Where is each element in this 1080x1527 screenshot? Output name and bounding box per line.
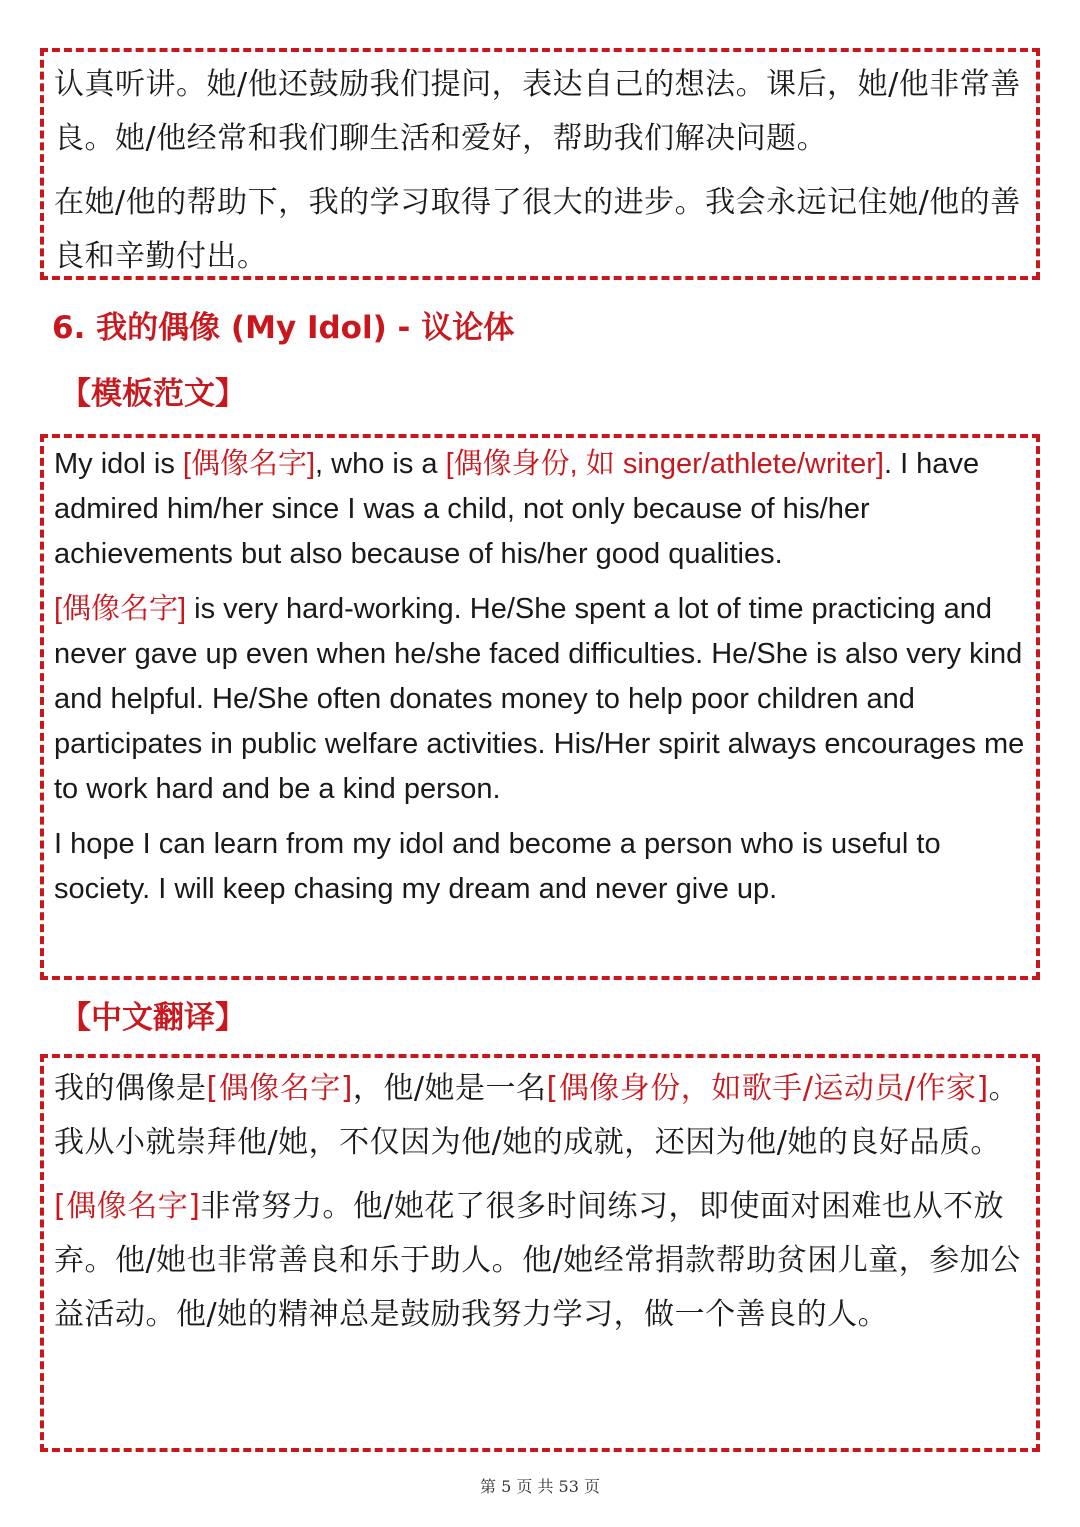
paragraph (54, 1180, 1028, 1342)
placeholder-idol-name: [偶像名字] (54, 1189, 201, 1224)
essay-box-previous (40, 48, 1040, 280)
placeholder-idol-name: [偶像名字] (54, 593, 187, 625)
page-footer: 第 5 页 共 53 页 (480, 1477, 600, 1496)
text: 非常努力。他/她花了很多时间练习，即使面对困难也从不放弃。他/她也非常善良和乐于助人。他/她经常捐款帮助贫困儿童，参加公益活动。他/她的精神总是鼓励我努力学习，做一个善良的人。 (54, 1189, 1021, 1332)
paragraph: I hope I can learn from my idol and become a person who is useful to society. I will keep chasing my dream and never give up. (54, 828, 941, 905)
paragraph: 在她/他的帮助下，我的学习取得了很大的进步。我会永远记住她/他的善良和辛勤付出。 (54, 185, 1021, 274)
paragraph: 认真听讲。她/他还鼓励我们提问，表达自己的想法。课后，她/他非常善良。她/他经常和我们聊生活和爱好，帮助我们解决问题。 (54, 67, 1021, 156)
text: ，他/她是一名 (352, 1071, 547, 1106)
template-label: 【模板范文】 (60, 376, 246, 412)
paragraph (54, 1062, 1028, 1170)
text: My idol is (54, 448, 183, 480)
translation-label: 【中文翻译】 (60, 1000, 246, 1036)
placeholder-idol-identity: [偶像身份, 如 singer/athlete/writer] (445, 448, 884, 480)
text: 我的偶像是 (54, 1071, 207, 1106)
section-heading: 6. 我的偶像 (My Idol) - 议论体 (52, 310, 515, 346)
text: is very hard-working. He/She spent a lot of time practicing and never gave up even when he/she faced difficulties. He/She is also very kind and helpful. He/She often donates money to help poor children and participates in public welfare activities. His/Her spirit always encourages me to work hard and be a kind person. (54, 593, 1025, 805)
paragraph (54, 442, 1028, 577)
chinese-translation-box (40, 1054, 1040, 1452)
paragraph (54, 587, 1028, 812)
text: . I have admired him/her since I was a child, not only because of his/her achievements but also because of his/her good qualities. (54, 448, 980, 570)
placeholder-idol-name: [偶像名字] (206, 1071, 353, 1106)
text: , who is a (315, 448, 446, 480)
placeholder-idol-identity: [偶像身份，如歌手/运动员/作家] (546, 1071, 989, 1106)
placeholder-idol-name: [偶像名字] (182, 448, 316, 480)
text: 。我从小就崇拜他/她，不仅因为他/她的成就，还因为他/她的良好品质。 (54, 1071, 1020, 1160)
english-template-box (40, 434, 1040, 980)
